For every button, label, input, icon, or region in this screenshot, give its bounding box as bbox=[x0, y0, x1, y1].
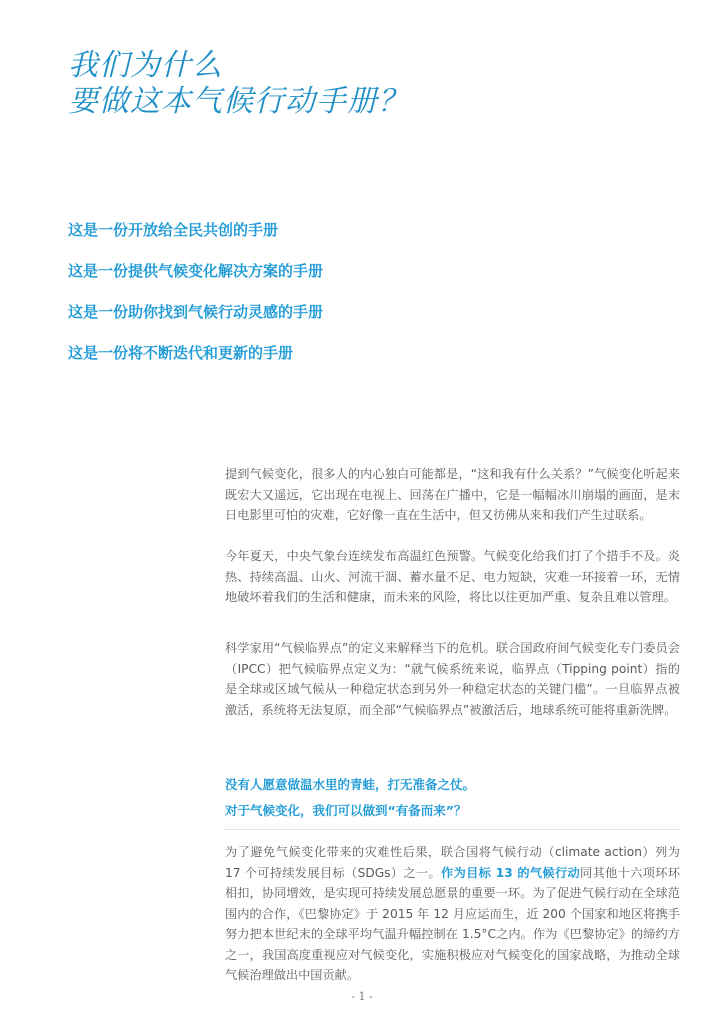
page-title bbox=[68, 48, 409, 120]
page-title-line-2: 要做这本气候行动手册？ bbox=[68, 84, 409, 119]
tagline-item: 这是一份助你找到气候行动灵感的手册 bbox=[68, 303, 324, 321]
section-divider bbox=[225, 829, 680, 830]
climate-action-text-end: 同其他十六项环环相扣，协同增效，是实现可持续发展总愿景的重要一环。为了促进气候行动在全球范围内的合作，《巴黎协定》于 2015 年 12 月应运而生，近 200 个国家和地区将携手努力把本世纪末的全球平均气温升幅控制在 1.5°C之内。作为《巴黎协定》的缔约方之一，我国高度重视应对气候变化，实施积极应对气候变化的国家战略，为推动全球气候治理做出中国贡献。 bbox=[225, 865, 681, 982]
intro-paragraph: 提到气候变化，很多人的内心独白可能都是，“这和我有什么关系？”气候变化听起来既宏大又遥远，它出现在电视上、回荡在广播中，它是一幅幅冰川崩塌的画面，是末日电影里可怕的灾难，它好像一直在生活中，但又彷佛从来和我们产生过联系。 bbox=[225, 467, 680, 522]
tagline-item: 这是一份开放给全民共创的手册 bbox=[68, 221, 279, 239]
tagline-item: 这是一份将不断迭代和更新的手册 bbox=[68, 344, 294, 362]
tagline-item: 这是一份提供气候变化解决方案的手册 bbox=[68, 262, 324, 280]
page-title-line-1: 我们为什么 bbox=[68, 48, 223, 83]
summer-paragraph: 今年夏天，中央气象台连续发布高温红色预警。气候变化给我们打了个措手不及。炎热、持续高温、山火、河流干涸、蓄水量不足、电力短缺，灾难一环接着一环，无情地破坏着我们的生活和健康，而未来的风险，将比以往更加严重、复杂且难以管理。 bbox=[225, 549, 680, 604]
climate-action-paragraph bbox=[225, 842, 680, 986]
question-frog: 没有人愿意做温水里的青蛙，打无准备之仗。 bbox=[225, 777, 476, 792]
climate-action-text-start: 为了避免气候变化带来的灾难性后果，联合国将气候行动（climate action）列为 17 个可持续发展目标（SDGs）之一。 bbox=[225, 845, 680, 880]
goal-13-highlight: 作为目标 13 的气候行动 bbox=[441, 865, 581, 880]
tagline-list bbox=[68, 218, 323, 382]
tipping-point-paragraph: 科学家用“气候临界点”的定义来解释当下的危机。联合国政府间气候变化专门委员会（IPCC）把气候临界点定义为：“就气候系统来说，临界点（Tipping point）指的是全球或区域气候从一种稳定状态到另外一种稳定状态的关键门槛”。一旦临界点被激活，系统将无法复原，而全部“气候临界点”被激活后，地球系统可能将重新洗牌。 bbox=[225, 641, 680, 717]
question-prepared: 对于气候变化，我们可以做到“有备而来”？ bbox=[225, 803, 467, 818]
page-number: - 1 - bbox=[351, 990, 373, 1003]
